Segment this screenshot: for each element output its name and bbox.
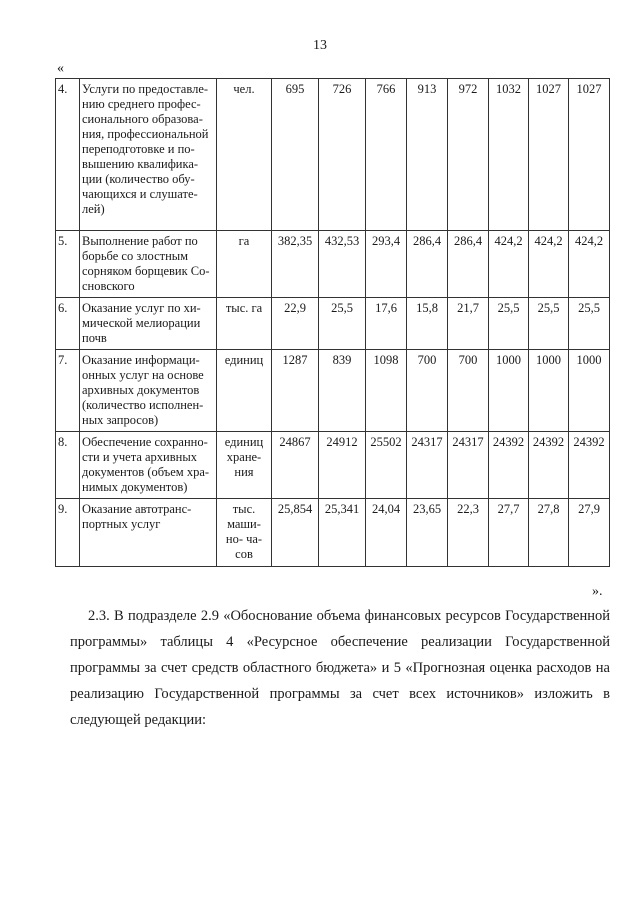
value-cell: 1000 [569, 350, 610, 432]
value-cell: 25,5 [529, 298, 569, 350]
service-name: Оказание автотранс- портных услуг [80, 499, 217, 567]
service-name: Оказание информаци- онных услуг на основе архивных документов (количество исполнен- ных запросов) [80, 350, 217, 432]
row-number: 5. [56, 231, 80, 298]
value-cell: 27,8 [529, 499, 569, 567]
value-cell: 766 [366, 79, 407, 231]
value-cell: 1027 [569, 79, 610, 231]
quote-close: ». [592, 584, 603, 599]
value-cell: 424,2 [489, 231, 529, 298]
table-row [56, 432, 610, 499]
services-table [55, 78, 610, 567]
value-cell: 913 [407, 79, 448, 231]
row-number: 8. [56, 432, 80, 499]
row-number: 9. [56, 499, 80, 567]
table-row [56, 298, 610, 350]
value-cell: 1000 [489, 350, 529, 432]
table-row [56, 231, 610, 298]
value-cell: 286,4 [407, 231, 448, 298]
service-name: Выполнение работ по борьбе со злостным сорняком борщевик Со- сновского [80, 231, 217, 298]
value-cell: 382,35 [272, 231, 319, 298]
unit-cell: тыс. маши- но- ча- сов [217, 499, 272, 567]
value-cell: 21,7 [448, 298, 489, 350]
value-cell: 22,9 [272, 298, 319, 350]
value-cell: 25502 [366, 432, 407, 499]
value-cell: 24,04 [366, 499, 407, 567]
value-cell: 24392 [529, 432, 569, 499]
value-cell: 1027 [529, 79, 569, 231]
value-cell: 17,6 [366, 298, 407, 350]
table-row [56, 79, 610, 231]
page-number: 13 [313, 38, 327, 53]
unit-cell: единиц хране- ния [217, 432, 272, 499]
value-cell: 25,5 [319, 298, 366, 350]
unit-cell: тыс. га [217, 298, 272, 350]
service-name: Оказание услуг по хи- мической мелиорации почв [80, 298, 217, 350]
value-cell: 25,854 [272, 499, 319, 567]
table-row [56, 499, 610, 567]
value-cell: 972 [448, 79, 489, 231]
value-cell: 15,8 [407, 298, 448, 350]
service-name: Обеспечение сохранно- сти и учета архивных документов (объем хра- нимых документов) [80, 432, 217, 499]
value-cell: 286,4 [448, 231, 489, 298]
value-cell: 432,53 [319, 231, 366, 298]
row-number: 7. [56, 350, 80, 432]
value-cell: 25,341 [319, 499, 366, 567]
unit-cell: чел. [217, 79, 272, 231]
service-name: Услуги по предоставле- нию среднего профес- сионального образова- ния, профессиональной переподготовке и по- вышению квалифика- ции (количество обу- чающихся и слушате- лей) [80, 79, 217, 231]
value-cell: 839 [319, 350, 366, 432]
value-cell: 726 [319, 79, 366, 231]
row-number: 4. [56, 79, 80, 231]
body-paragraph: 2.3. В подразделе 2.9 «Обоснование объема финансовых ресурсов Государственной программы» таблицы 4 «Ресурсное обеспечение реализации Государственной программы за счет средств областного бюджета» и 5 «Прогнозная оценка расходов на реализацию Государственной программы за счет всех источников» изложить в следующей редакции: [70, 608, 610, 728]
value-cell: 25,5 [489, 298, 529, 350]
value-cell: 424,2 [529, 231, 569, 298]
value-cell: 293,4 [366, 231, 407, 298]
unit-cell: га [217, 231, 272, 298]
value-cell: 24317 [448, 432, 489, 499]
value-cell: 24912 [319, 432, 366, 499]
value-cell: 23,65 [407, 499, 448, 567]
row-number: 6. [56, 298, 80, 350]
value-cell: 1032 [489, 79, 529, 231]
value-cell: 1000 [529, 350, 569, 432]
value-cell: 27,7 [489, 499, 529, 567]
value-cell: 700 [407, 350, 448, 432]
value-cell: 25,5 [569, 298, 610, 350]
unit-cell: единиц [217, 350, 272, 432]
value-cell: 24867 [272, 432, 319, 499]
value-cell: 24317 [407, 432, 448, 499]
value-cell: 424,2 [569, 231, 610, 298]
value-cell: 22,3 [448, 499, 489, 567]
value-cell: 24392 [489, 432, 529, 499]
table-body [56, 79, 610, 567]
table-row [56, 350, 610, 432]
value-cell: 695 [272, 79, 319, 231]
value-cell: 1287 [272, 350, 319, 432]
value-cell: 24392 [569, 432, 610, 499]
quote-open: « [57, 61, 64, 76]
value-cell: 700 [448, 350, 489, 432]
value-cell: 27,9 [569, 499, 610, 567]
value-cell: 1098 [366, 350, 407, 432]
